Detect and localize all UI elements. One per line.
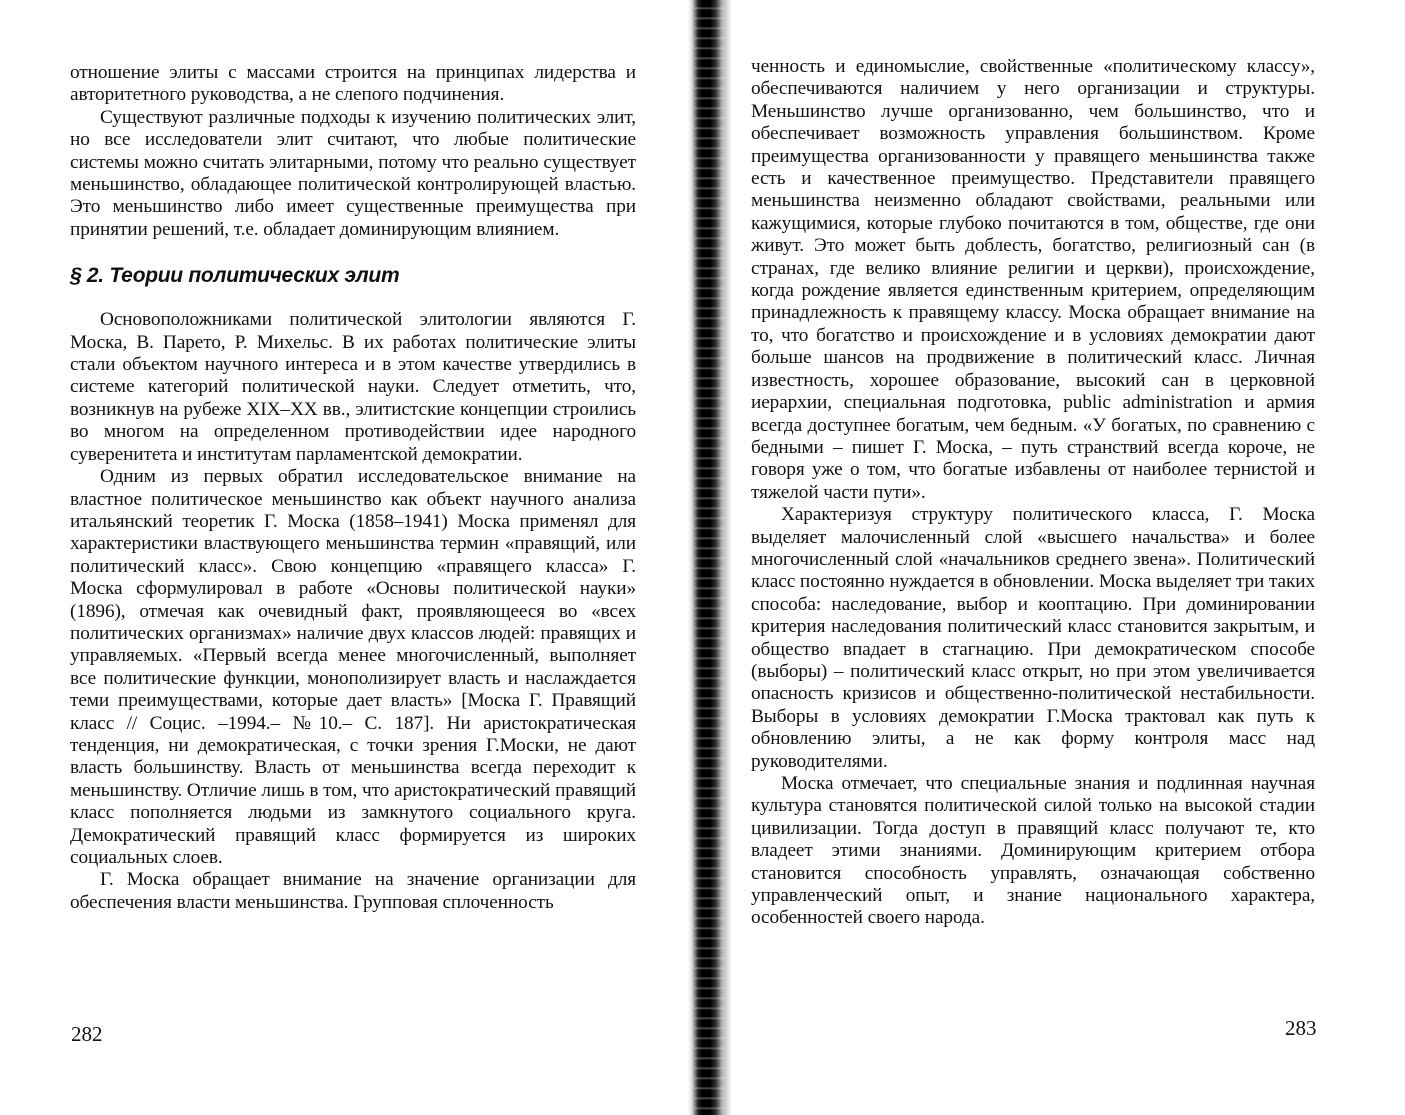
left-paragraph-1: отношение элиты с массами строится на принципах лидерства и авторитетного руководства, а не слепого подчинения. [70,62,636,106]
left-paragraph-3: Основоположниками политической элитологии являются Г. Моска, В. Парето, Р. Михельс. В их работах политические элиты стали объектом научного интереса и в этом качестве утвердились в системе категорий политической науки. Следует отметить, что, возникнув на рубеже XIX–XX вв., элитистские концепции строились во многом на определенном противодействии идее народного суверенитета и институтам парламентской демократии. [70,309,636,465]
left-paragraph-4: Одним из первых обратил исследовательское внимание на властное политическое меньшинство как объект научного анализа итальянский теоретик Г. Моска (1858–1941) Моска применял для характеристики властвующего меньшинства термин «правящий, или политический класс». Свою концепцию «правящего класса» Г. Моска сформулировал в работе «Основы политической науки» (1896), отмечая как очевидный факт, проявляющееся во «всех политических организмах» наличие двух классов людей: правящих и управляемых. «Первый всегда менее многочисленный, выполняет все политические функции, монополизирует власть и наслаждается теми преимуществами, которые дает власть» [Моска Г. Правящий класс // Социс. –1994.– №10.– С. 187]. Ни аристократическая тенденция, ни демократическая, с точки зрения Г.Моски, не дают власть большинству. Власть от меньшинства всегда переходит к меньшинству. Отличие лишь в том, что аристократический правящий класс пополняется людьми из замкнутого социального круга. Демократический правящий класс формируется из широких социальных слоев. [70,466,636,868]
right-paragraph-3: Моска отмечает, что специальные знания и подлинная научная культура становятся политической силой только на высокой стадии цивилизации. Тогда доступ в правящий класс получают те, кто владеет этими знаниями. Доминирующим критерием отбора становится способность управлять, означающая собственно управленческий опыт, и знание национального характера, особенностей своего народа. [751,773,1315,929]
left-paragraph-5: Г. Моска обращает внимание на значение организации для обеспечения власти меньшинства. Групповая сплоченность [70,869,636,913]
page-number-right: 283 [1285,1016,1317,1040]
right-page [700,0,1405,1115]
right-paragraph-2: Характеризуя структуру политического класса, Г. Моска выделяет малочисленный слой «высшего начальства» и более многочисленный слой «начальников среднего звена». Политический класс постоянно нуждается в обновлении. Моска выделяет три таких способа: наследование, выбор и кооптацию. При доминировании критерия наследования политический класс становится закрытым, и общество впадает в стагнацию. При демократическом способе (выборы) – политический класс открыт, но при этом увеличивается опасность кризисов и общественно-политической нестабильности. Выборы в условиях демократии Г.Моска трактовал как путь к обновлению элиты, а не как форму контроля масс над руководителями. [751,504,1315,772]
right-paragraph-1: ченность и единомыслие, свойственные «политическому классу», обеспечиваются наличием у него организации и структуры. Меньшинство лучше организованно, чем большинство, что и обеспечивает возможность управления большинством. Кроме преимущества организованности у правящего меньшинства также есть и качественное преимущество. Представители правящего меньшинства неизменно обладают свойствами, реальными или кажущимися, которые глубоко почитаются в том, обществе, где они живут. Это может быть доблесть, богатство, религиозный сан (в странах, где велико влияние религии и церкви), происхождение, когда рождение является единственным критерием, определяющим принадлежность к правящему классу. Моска обращает внимание на то, что богатство и происхождение и в условиях демократии дают больше шансов на продвижение в политический класс. Личная известность, хорошее образование, высокий сан в церковной иерархии, специальная подготовка, public administration и армия всегда доступнее богатым, чем бедным. «У богатых, по сравнению с бедными – пишет Г. Моска, – путь странствий всегда короче, не говоря уже о том, что богатые избавлены от наиболее тернистой и тяжелой части пути». [751,56,1315,503]
left-paragraph-2: Существуют различные подходы к изучению политических элит, но все исследователи элит считают, что любые политические системы можно считать элитарными, потому что реально существует меньшинство, обладающее политической контролирующей властью. Это меньшинство либо имеет существенные преимущества при принятии решений, т.е. обладает доминирующим влиянием. [70,106,636,240]
section-heading: § 2. Теории политических элит [70,264,400,288]
page-number-left: 282 [71,1022,103,1046]
right-page-text [751,56,1315,930]
left-page [0,0,700,1115]
left-page-text [70,62,636,914]
